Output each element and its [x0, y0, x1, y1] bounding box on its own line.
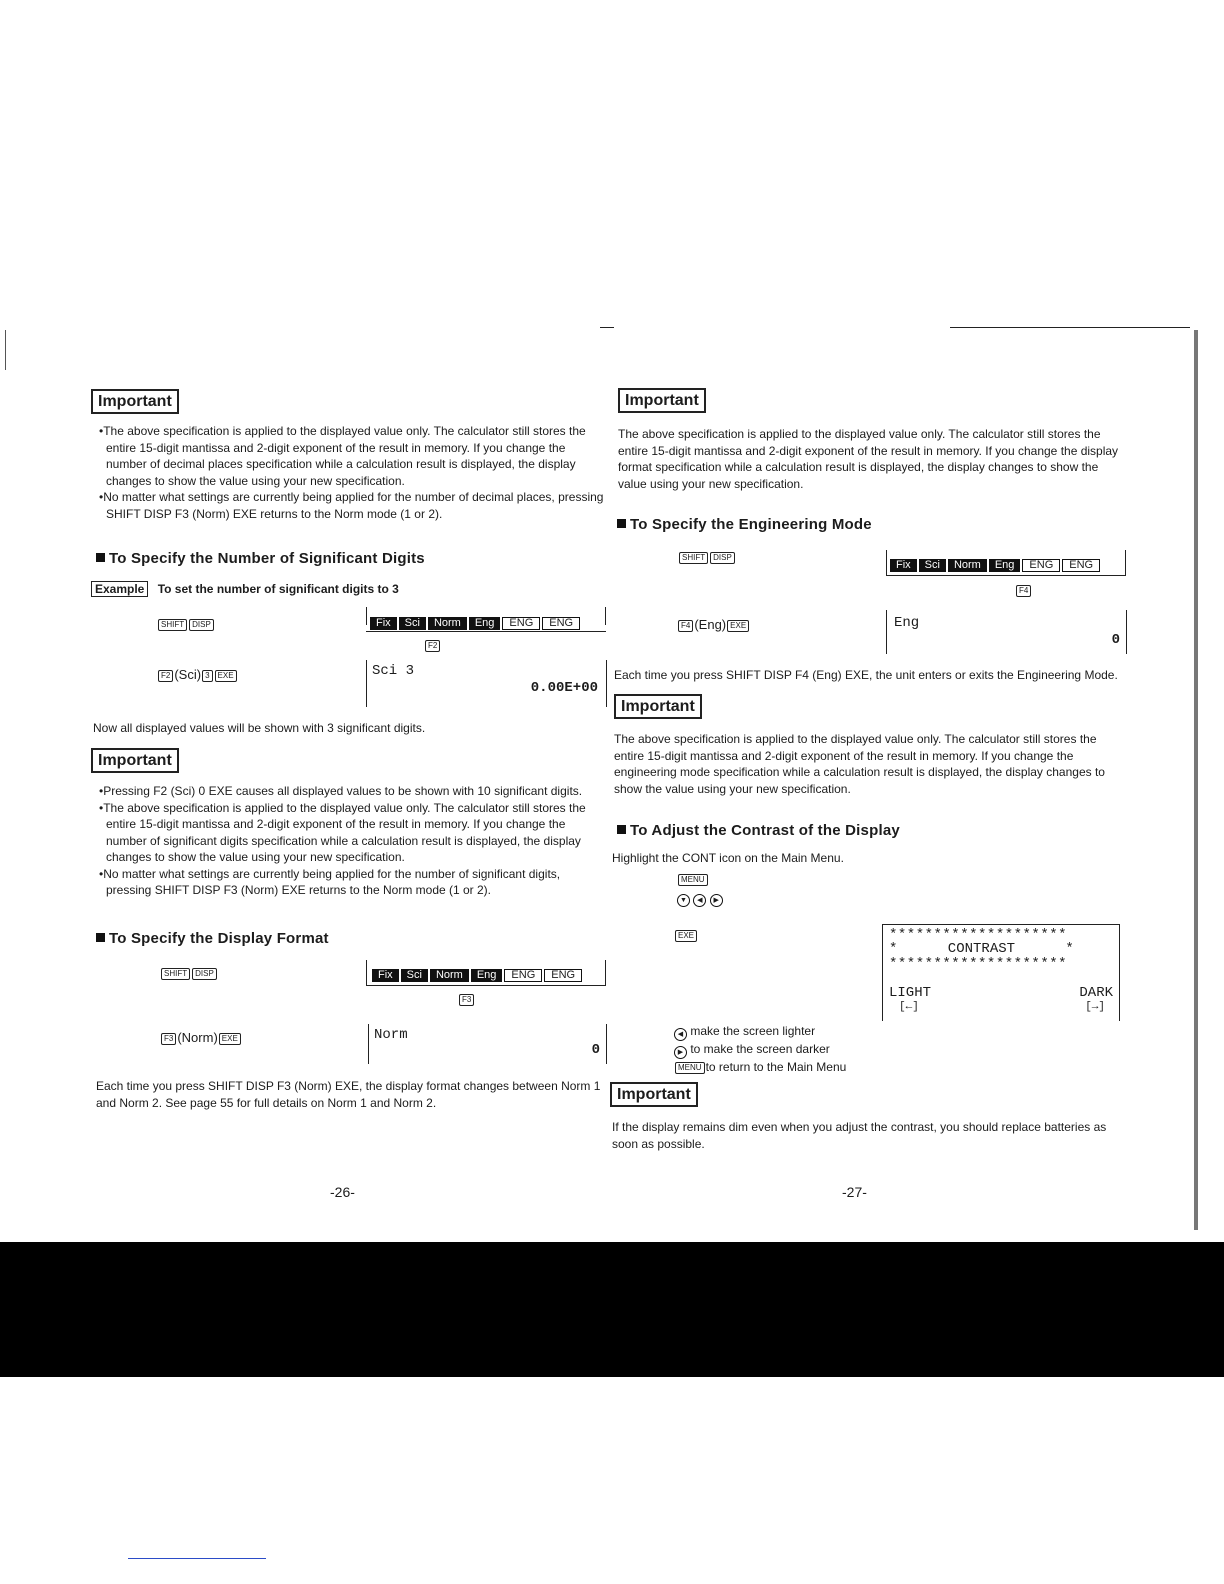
shift-key: SHIFT: [679, 552, 708, 564]
contrast-stars-bottom: ********************: [889, 956, 1068, 972]
bullet-item: • No matter what settings are currently being applied for the number of decimal places, pressing SHIFT DISP F3 (Norm) EXE returns to the Norm mode (1 or 2).: [99, 489, 604, 522]
screen-baseline: [366, 985, 606, 986]
important-label-1: Important: [91, 389, 179, 414]
menu-norm: Norm: [428, 617, 467, 630]
exe-key-line: [674, 926, 698, 944]
bullet-item: • Pressing F2 (Sci) 0 EXE causes all displayed values to be shown with 10 significant digits.: [99, 783, 607, 800]
menu-norm: Norm: [948, 559, 987, 572]
menu-fix: Fix: [370, 617, 397, 630]
scan-bottom-band: [0, 1242, 1224, 1377]
menu-key-line: [677, 870, 709, 888]
disp-key: DISP: [189, 619, 214, 631]
important-label-r2: Important: [614, 694, 702, 719]
bullet-square-icon: [617, 519, 626, 528]
cursor-keys-line: [677, 890, 723, 907]
eng-screen: [886, 610, 1127, 654]
section-heading-contrast: To Adjust the Contrast of the Display: [617, 822, 900, 839]
section-heading-significant-digits: To Specify the Number of Significant Digits: [96, 550, 425, 567]
contrast-stars-top: ********************: [889, 927, 1068, 943]
norm-screen: [368, 1024, 607, 1064]
top-rule: [950, 327, 1190, 328]
menu-eng: Eng: [471, 969, 503, 982]
menu-key: MENU: [678, 874, 708, 886]
bullet-item: • No matter what settings are currently being applied for the number of significant digits, pressing SHIFT DISP F3 (Norm) EXE returns to the Norm mode (1 or 2).: [99, 866, 607, 899]
exe-key: EXE: [219, 1033, 241, 1045]
screen-edge: [886, 550, 887, 576]
f2-indicator: F2: [424, 636, 441, 654]
norm-screen-value: 0: [591, 1042, 600, 1058]
menu-ENG-alt: ENG: [542, 617, 580, 630]
screen-edge: [605, 960, 606, 986]
menu-key: MENU: [675, 1062, 705, 1074]
function-menu-bar-1: [370, 616, 580, 631]
screen-edge: [605, 607, 606, 625]
scan-edge-right: [1194, 330, 1198, 1230]
contrast-notes: [674, 1023, 846, 1075]
menu-ENG: ENG: [502, 617, 540, 630]
top-rule: [600, 327, 614, 328]
norm-screen-top: Norm: [374, 1027, 408, 1043]
bullet-square-icon: [96, 933, 105, 942]
each-time-text-right: Each time you press SHIFT DISP F4 (Eng) EXE, the unit enters or exits the Engineering Mode.: [614, 668, 1118, 682]
screen-edge: [1125, 550, 1126, 576]
contrast-light-label: LIGHT: [889, 985, 932, 1001]
f2-key: F2: [158, 670, 173, 682]
f3-key: F3: [161, 1033, 176, 1045]
down-arrow-key-icon: ▼: [677, 894, 690, 907]
footer-rule: [128, 1558, 266, 1559]
digit-key: 3: [202, 670, 212, 682]
bullet-item: • The above specification is applied to the displayed value only. The calculator still stores the entire 15-digit mantissa and 2-digit exponent of the result in memory. If you change the number of significant digits specification while a calculation result is displayed, the display changes to show the value using your new specification.: [99, 800, 607, 866]
important-bullets-1: [99, 423, 604, 522]
important-label-r1: Important: [618, 388, 706, 413]
menu-eng: Eng: [989, 559, 1021, 572]
menu-ENG-alt: ENG: [1062, 559, 1100, 572]
contrast-screen: [882, 924, 1120, 1021]
shift-key: SHIFT: [158, 619, 187, 631]
f3-indicator: F3: [458, 990, 475, 1008]
menu-norm: Norm: [430, 969, 469, 982]
sci-key-sequence: F2 (Sci) 3 EXE: [157, 667, 238, 682]
page-number-left: -26-: [330, 1184, 355, 1200]
example-line: [91, 582, 399, 596]
bullet-item: • The above specification is applied to the displayed value only. The calculator still stores the entire 15-digit mantissa and 2-digit exponent of the result in memory. If you change the number of decimal places specification while a calculation result is displayed, the display changes to show the value using your new specification.: [99, 423, 604, 489]
important-text-r1: The above specification is applied to the displayed value only. The calculator still stores the entire 15-digit mantissa and 2-digit exponent of the result in memory. If you change the display format specification while a calculation result is displayed, the display changes to show the value using your new specification.: [618, 427, 1119, 491]
sci-screen-top: Sci 3: [372, 663, 415, 679]
right-arrow-key-icon: ▶: [710, 894, 723, 907]
important-bullets-2: [99, 783, 607, 899]
disp-key: DISP: [192, 968, 217, 980]
contrast-title-line: * CONTRAST *: [889, 941, 1074, 957]
menu-ENG: ENG: [1022, 559, 1060, 572]
important-label-r3: Important: [610, 1082, 698, 1107]
menu-sci: Sci: [401, 969, 428, 982]
menu-fix: Fix: [890, 559, 917, 572]
sci-screen: [366, 660, 607, 707]
eng-key-sequence: F4 (Eng) EXE: [677, 617, 750, 632]
menu-ENG: ENG: [504, 969, 542, 982]
screen-edge: [366, 960, 367, 986]
left-arrow-key-icon: ◀: [674, 1028, 687, 1041]
f4-indicator: F4: [1015, 581, 1032, 599]
highlight-text: Highlight the CONT icon on the Main Menu.: [612, 851, 844, 865]
shift-disp-keys-3: [678, 549, 736, 564]
important-text-r2: The above specification is applied to the displayed value only. The calculator still stores the entire 15-digit mantissa and 2-digit exponent of the result in memory. If you change the engineering mode specification while a calculation result is displayed, the display changes to show the value using your new specification.: [614, 732, 1105, 796]
disp-key: DISP: [710, 552, 735, 564]
menu-ENG-alt: ENG: [544, 969, 582, 982]
screen-baseline: [366, 631, 606, 632]
bullet-square-icon: [96, 553, 105, 562]
each-time-text-left: Each time you press SHIFT DISP F3 (Norm) EXE, the display format changes between Norm 1 and Norm 2. See page 55 for full details on Norm 1 and Norm 2.: [96, 1079, 601, 1110]
contrast-right-arrow: [→]: [1085, 1001, 1105, 1013]
example-label: Example: [91, 581, 148, 597]
shift-disp-keys-1: [157, 616, 215, 631]
menu-sci: Sci: [919, 559, 946, 572]
menu-fix: Fix: [372, 969, 399, 982]
now-text: Now all displayed values will be shown with 3 significant digits.: [93, 721, 426, 735]
example-text: To set the number of significant digits to 3: [157, 582, 399, 596]
scan-edge-left: [5, 330, 6, 370]
contrast-dark-label: DARK: [1079, 985, 1113, 1001]
right-arrow-key-icon: ▶: [674, 1046, 687, 1059]
screen-edge: [366, 607, 367, 625]
exe-key: EXE: [215, 670, 237, 682]
exe-key: EXE: [727, 620, 749, 632]
left-arrow-key-icon: ◀: [693, 894, 706, 907]
function-menu-bar-2: [372, 968, 582, 983]
important-label-2: Important: [91, 748, 179, 773]
shift-key: SHIFT: [161, 968, 190, 980]
function-menu-bar-3: [890, 558, 1100, 573]
page-number-right: -27-: [842, 1184, 867, 1200]
eng-screen-top: Eng: [894, 615, 920, 631]
norm-key-sequence: F3 (Norm) EXE: [160, 1030, 242, 1045]
section-heading-display-format: To Specify the Display Format: [96, 930, 329, 947]
section-heading-engineering-mode: To Specify the Engineering Mode: [617, 516, 872, 533]
menu-sci: Sci: [399, 617, 426, 630]
sci-screen-value: 0.00E+00: [530, 680, 598, 696]
note-lighter: ◀ make the screen lighter: [674, 1023, 846, 1041]
shift-disp-keys-2: [160, 965, 218, 980]
f4-key: F4: [678, 620, 693, 632]
exe-key: EXE: [675, 930, 697, 942]
important-text-r3: If the display remains dim even when you adjust the contrast, you should replace batteries as soon as possible.: [612, 1120, 1107, 1151]
screen-baseline: [886, 575, 1126, 576]
note-menu: MENU to return to the Main Menu: [674, 1059, 846, 1075]
contrast-left-arrow: [←]: [899, 1001, 919, 1013]
note-darker: ▶ to make the screen darker: [674, 1041, 846, 1059]
eng-screen-value: 0: [1111, 632, 1120, 648]
bullet-square-icon: [617, 825, 626, 834]
menu-eng: Eng: [469, 617, 501, 630]
